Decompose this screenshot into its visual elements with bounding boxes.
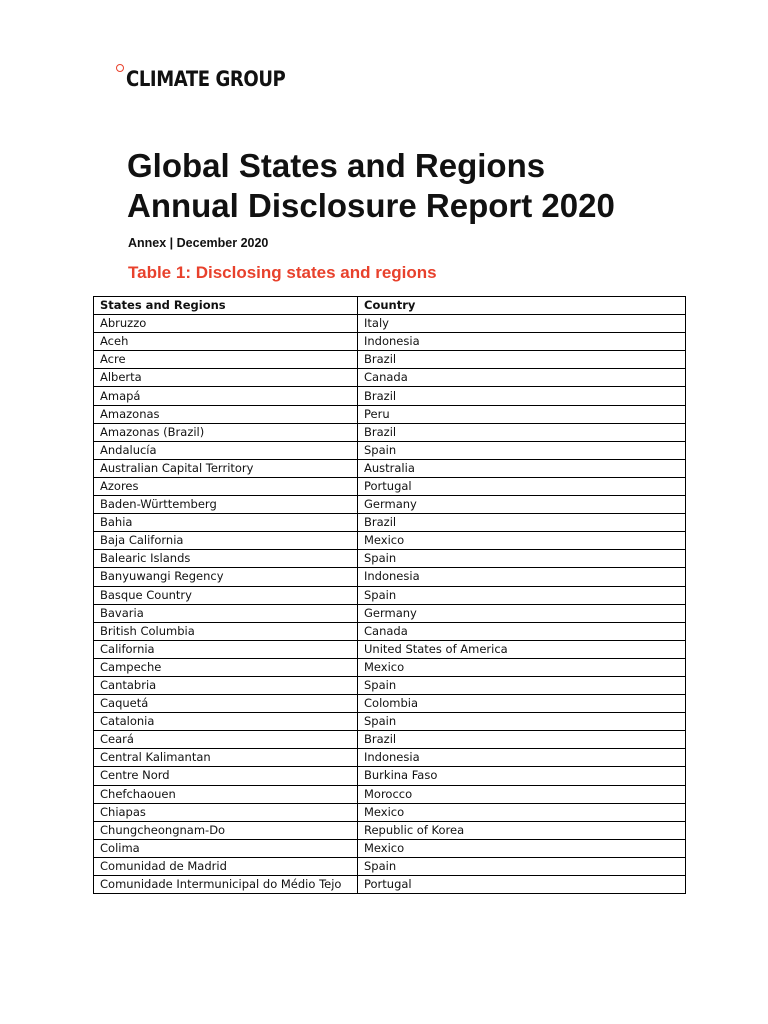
country-cell: Italy — [358, 315, 686, 333]
country-cell: Morocco — [358, 785, 686, 803]
country-cell: Mexico — [358, 532, 686, 550]
table-row — [94, 333, 686, 351]
country-cell: Brazil — [358, 387, 686, 405]
state-region-cell: British Columbia — [94, 622, 358, 640]
report-title — [127, 146, 615, 226]
state-region-cell: Andalucía — [94, 441, 358, 459]
table-row — [94, 405, 686, 423]
state-region-cell: Campeche — [94, 658, 358, 676]
country-cell: Canada — [358, 369, 686, 387]
country-cell: Mexico — [358, 658, 686, 676]
country-cell: Brazil — [358, 351, 686, 369]
table-header-row — [94, 297, 686, 315]
disclosing-regions-table — [93, 296, 686, 894]
state-region-cell: Amazonas (Brazil) — [94, 423, 358, 441]
table-row — [94, 315, 686, 333]
state-region-cell: Bavaria — [94, 604, 358, 622]
country-cell: Mexico — [358, 839, 686, 857]
table-row — [94, 803, 686, 821]
state-region-cell: Colima — [94, 839, 358, 857]
country-cell: Portugal — [358, 477, 686, 495]
report-subtitle: Annex | December 2020 — [128, 236, 269, 250]
state-region-cell: Aceh — [94, 333, 358, 351]
state-region-cell: Cantabria — [94, 676, 358, 694]
column-header-states-regions: States and Regions — [94, 297, 358, 315]
country-cell: Brazil — [358, 423, 686, 441]
table-row — [94, 550, 686, 568]
state-region-cell: Azores — [94, 477, 358, 495]
table-row — [94, 477, 686, 495]
table-row — [94, 496, 686, 514]
table-row — [94, 459, 686, 477]
country-cell: Germany — [358, 604, 686, 622]
country-cell: Spain — [358, 441, 686, 459]
country-cell: Germany — [358, 496, 686, 514]
table-row — [94, 767, 686, 785]
table-row — [94, 622, 686, 640]
table-row — [94, 857, 686, 875]
table-row — [94, 369, 686, 387]
state-region-cell: Chefchaouen — [94, 785, 358, 803]
column-header-country: Country — [358, 297, 686, 315]
state-region-cell: Australian Capital Territory — [94, 459, 358, 477]
country-cell: Colombia — [358, 695, 686, 713]
table-row — [94, 821, 686, 839]
state-region-cell: Chungcheongnam-Do — [94, 821, 358, 839]
state-region-cell: Catalonia — [94, 713, 358, 731]
table-row — [94, 785, 686, 803]
country-cell: Indonesia — [358, 568, 686, 586]
country-cell: Indonesia — [358, 749, 686, 767]
country-cell: Brazil — [358, 514, 686, 532]
table-row — [94, 839, 686, 857]
state-region-cell: Acre — [94, 351, 358, 369]
country-cell: Spain — [358, 713, 686, 731]
table-heading: Table 1: Disclosing states and regions — [128, 263, 437, 282]
table-row — [94, 640, 686, 658]
table-row — [94, 658, 686, 676]
table-row — [94, 514, 686, 532]
table-row — [94, 676, 686, 694]
state-region-cell: Abruzzo — [94, 315, 358, 333]
state-region-cell: Comunidad de Madrid — [94, 857, 358, 875]
state-region-cell: California — [94, 640, 358, 658]
country-cell: Indonesia — [358, 333, 686, 351]
table-row — [94, 532, 686, 550]
country-cell: United States of America — [358, 640, 686, 658]
state-region-cell: Balearic Islands — [94, 550, 358, 568]
table-row — [94, 351, 686, 369]
state-region-cell: Amapá — [94, 387, 358, 405]
table-row — [94, 568, 686, 586]
table-row — [94, 749, 686, 767]
country-cell: Canada — [358, 622, 686, 640]
report-title-line-2: Annual Disclosure Report 2020 — [127, 187, 615, 224]
state-region-cell: Banyuwangi Regency — [94, 568, 358, 586]
country-cell: Burkina Faso — [358, 767, 686, 785]
state-region-cell: Baden-Württemberg — [94, 496, 358, 514]
state-region-cell: Central Kalimantan — [94, 749, 358, 767]
country-cell: Republic of Korea — [358, 821, 686, 839]
state-region-cell: Baja California — [94, 532, 358, 550]
state-region-cell: Amazonas — [94, 405, 358, 423]
country-cell: Spain — [358, 676, 686, 694]
table-row — [94, 387, 686, 405]
climate-group-logo — [116, 64, 311, 94]
country-cell: Mexico — [358, 803, 686, 821]
table-row — [94, 586, 686, 604]
report-title-line-1: Global States and Regions — [127, 147, 546, 184]
table-row — [94, 695, 686, 713]
table-body — [94, 315, 686, 894]
state-region-cell: Alberta — [94, 369, 358, 387]
country-cell: Peru — [358, 405, 686, 423]
country-cell: Portugal — [358, 876, 686, 894]
table-row — [94, 876, 686, 894]
state-region-cell: Caquetá — [94, 695, 358, 713]
country-cell: Spain — [358, 550, 686, 568]
state-region-cell: Comunidade Intermunicipal do Médio Tejo — [94, 876, 358, 894]
table-row — [94, 423, 686, 441]
state-region-cell: Chiapas — [94, 803, 358, 821]
country-cell: Brazil — [358, 731, 686, 749]
country-cell: Spain — [358, 586, 686, 604]
table-row — [94, 604, 686, 622]
logo-text: CLIMATE GROUP — [126, 67, 286, 91]
country-cell: Australia — [358, 459, 686, 477]
logo-degree-icon — [116, 64, 124, 72]
state-region-cell: Ceará — [94, 731, 358, 749]
country-cell: Spain — [358, 857, 686, 875]
table-row — [94, 441, 686, 459]
state-region-cell: Basque Country — [94, 586, 358, 604]
table-row — [94, 713, 686, 731]
state-region-cell: Bahia — [94, 514, 358, 532]
table-row — [94, 731, 686, 749]
state-region-cell: Centre Nord — [94, 767, 358, 785]
